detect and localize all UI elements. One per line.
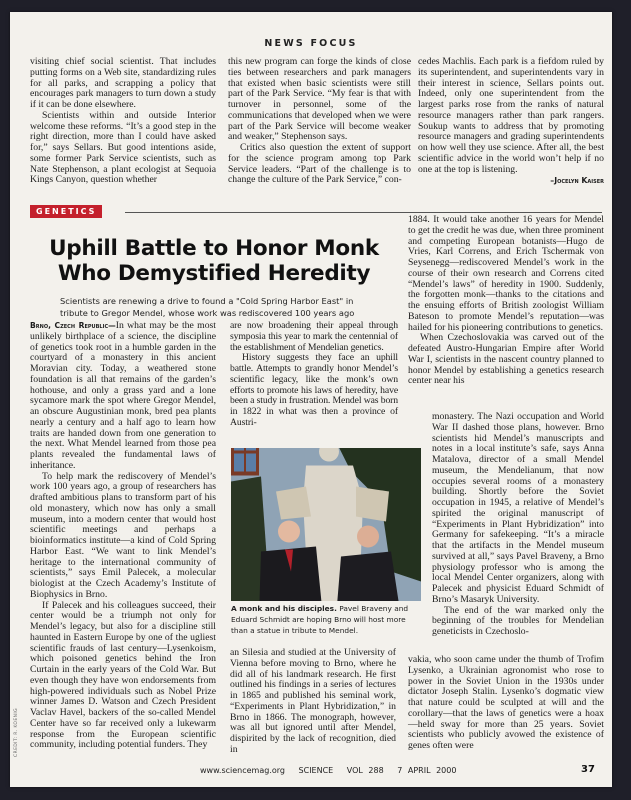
paragraph: visiting chief social scientist. That includes putting forms on a Web site, standardizing rules for all parks, and scrapping a policy that encourages park managers to turn down a study if it can be done elsewhere. [30,56,216,110]
prev-article-column-3 [418,57,604,187]
paragraph: The end of the war marked only the beginning of the troubles for Mendelian geneticists in Czechoslo- [432,604,604,637]
article-right-bottom [408,655,604,752]
paragraph: 1884. It would take another 16 years for Mendel to get the credit he was due, when three prominent and competing European botanists—Hugo de Vries, Karl Correns, and Erich Tschermak von Seysenegg—rediscovered Mendel’s work in the course of their own research and Correns cited “Mendel’s laws” of heredity in 1900. Suddenly, the forgotten monk—thanks to the citations and the ensuing efforts of British zoologist William Bateson to promote Mendel’s reputation—was hailed for his pioneering contributions to genetics. [408,214,604,333]
photo-caption: A monk and his disciples. Pavel Braveny and Eduard Schmidt are hoping Brno will host more than a statue in tribute to Mendel. [231,604,409,635]
byline: –Jocelyn Kaiser [550,176,604,186]
prev-article-column-1 [30,57,216,186]
magazine-page [10,12,612,787]
prev-article-column-2 [228,57,411,186]
section-header: NEWS FOCUS [264,38,358,49]
headline: Uphill Battle to Honor Monk Who Demystified Heredity [49,236,379,286]
paragraph: are now broadening their appeal through symposia this year to mark the centennial of the establishment of Mendelian genetics. [230,320,398,353]
page-number: 37 [581,764,595,775]
caption-lead: A monk and his disciples. [231,604,337,613]
paragraph: an Silesia and studied at the University of Vienna before moving to Brno, where he did all of his landmark research. He first outlined his findings in a series of lectures in 1865 and published his seminal work, “Experiments in Plant Hybridization,” in Brno in 1866. The monograph, however, was all but ignored until after Mendel, dispirited by the lack of recognition, died in [230,647,396,755]
paragraph: When Czechoslovakia was carved out of the defeated Austro-Hungarian Empire after World War I, scientists in the nascent country planned to honor Mendel by establishing a genetics research center near his [408,332,604,387]
article-middle-bottom [230,648,396,756]
article-middle-top [230,321,398,429]
article-left-column [30,321,216,751]
section-tag: GENETICS [30,205,102,218]
paragraph: Critics also question the extent of support for the science program among top Park Service leaders. “Part of the challenge is to change the culture of the Park Service,” con- [228,142,411,186]
divider [125,212,602,213]
page-footer [200,766,464,775]
paragraph: Scientists within and outside Interior welcome these reforms. “It’s a good step in the right direction, more than I could have asked for,” says Sellars. But good intentions aside, some former Park Service scientists, such as Nate Stephenson, a plant ecologist at Sequoia Kings Canyon, question whether [30,109,216,186]
article-right-top [408,215,604,387]
footer-volume: VOL 288 [346,766,384,775]
paragraph: If Palecek and his colleagues succeed, their center would be a triumph not only for Mendel’s legacy, but also for a discipline still haunted in Eastern Europe by one of the ugliest scientific frauds of last century—Lysenkoism, which poisoned genetics behind the Iron Curtain in the early years of the Cold War. But even though they have won endorsements from high-powered individuals such as Nobel Prize winner James D. Watson and Czech President Vaclav Havel, backers of the so-called Mendel Center have so far received only a lukewarm response from the European scientific community, including potential funders. They [30,599,216,751]
footer-url: www.sciencemag.org [200,766,285,775]
paragraph: monastery. The Nazi occupation and World War II dashed those plans, however. Brno scientists hid Mendel’s manuscripts and notes in a local institute’s safe, says Anna Matalova, director of a small Mendel museum, the Mendelianum, that now occupies several rooms of a monastery building. Shortly before the Soviet occupation in 1945, a relative of Mendel’s spirited the original manuscript of “Experiments in Plant Hybridization” into Germany for safekeeping. “It’s a miracle that the artifacts in the Mendel museum survived at all,” says Pavel Braveny, a Brno physiology professor who is among the local Mendel Center organizers, along with Palecek and physicist Eduard Schmidt of Brno’s Masaryk University. [432,411,604,605]
article-right-middle [432,412,604,638]
photo-credit: CREDIT: R. KOENIG [14,707,19,757]
paragraph: History suggests they face an uphill battle. Attempts to grandly honor Mendel’s scientific legacy, like the monk’s own efforts to promote his laws of heredity, have been a study in frustration. Mendel was born in 1822 in what was then a province of Austri- [230,352,398,428]
paragraph: To help mark the rediscovery of Mendel’s work 100 years ago, a group of researchers has drafted ambitious plans to transform part of his old monastery, which now has only a small museum, into a modern center that would host scientific meetings and perhaps a bioinformatics institute—a kind of Cold Spring Harbor East. “We want to link Mendel’s heritage to the international community of scientists,” says Emil Palecek, a molecular biologist at the Czech Academy’s Institute of Biophysics in Brno. [30,470,216,600]
paragraph: cedes Machlis. Each park is a fiefdom ruled by its superintendent, and superintendents vary in their interest in science, Sellars points out. Indeed, only one superintendent from the largest parks rose from the ranks of natural resource managers rather than park rangers. Soukup wants to address that by promoting resource managers and grading superintendents on how well they use science. After all, the best scientific advice in the world won’t help if no one at the top is listening. [418,56,604,175]
paragraph: vakia, who soon came under the thumb of Trofim Lysenko, a Ukrainian agronomist who rose to power in the Soviet Union in the 1930s under dictator Joseph Stalin. Lysenko’s dogmatic view that nature could be sculpted at will and the corollary—that the laws of genetics were a hoax—held sway for more than 25 years. Soviet scientists who publicly avowed the existence of genes often were [408,654,604,751]
paragraph: Brno, Czech Republic—In what may be the most unlikely birthplace of a science, the discipline of genetics took root in a humble garden in the courtyard of a monastery in this ancient Moravian city. Today, a weathered stone foundation is all that remains of the garden’s hothouse, and only a grass yard and a lone sycamore mark the spot where Gregor Mendel, an obscure Augustinian monk, bred pea plants nearly a century and a half ago to learn how traits are handed down from one generation to the next. What Mendel learned from those pea plants revealed the fundamental laws of inheritance. [30,320,216,471]
paragraph: this new program can forge the kinds of close ties between researchers and park managers that existed when basic scientists were still part of the Park Service. “My fear is that with turnover in personnel, some of the communications that developed when we were part of the Park Service will become weaker and weaker,” Stephenson says. [228,56,411,143]
dateline: Brno, Czech Republic— [30,321,116,330]
subheadline: Scientists are renewing a drive to found a "Cold Spring Harbor East" in tribute to Gregor Mendel, whose work was rediscovered 100 years ago [60,296,355,318]
footer-journal: SCIENCE [298,766,334,775]
photo-mendel-statue [231,448,421,601]
footer-date: 7 APRIL 2000 [397,766,457,775]
